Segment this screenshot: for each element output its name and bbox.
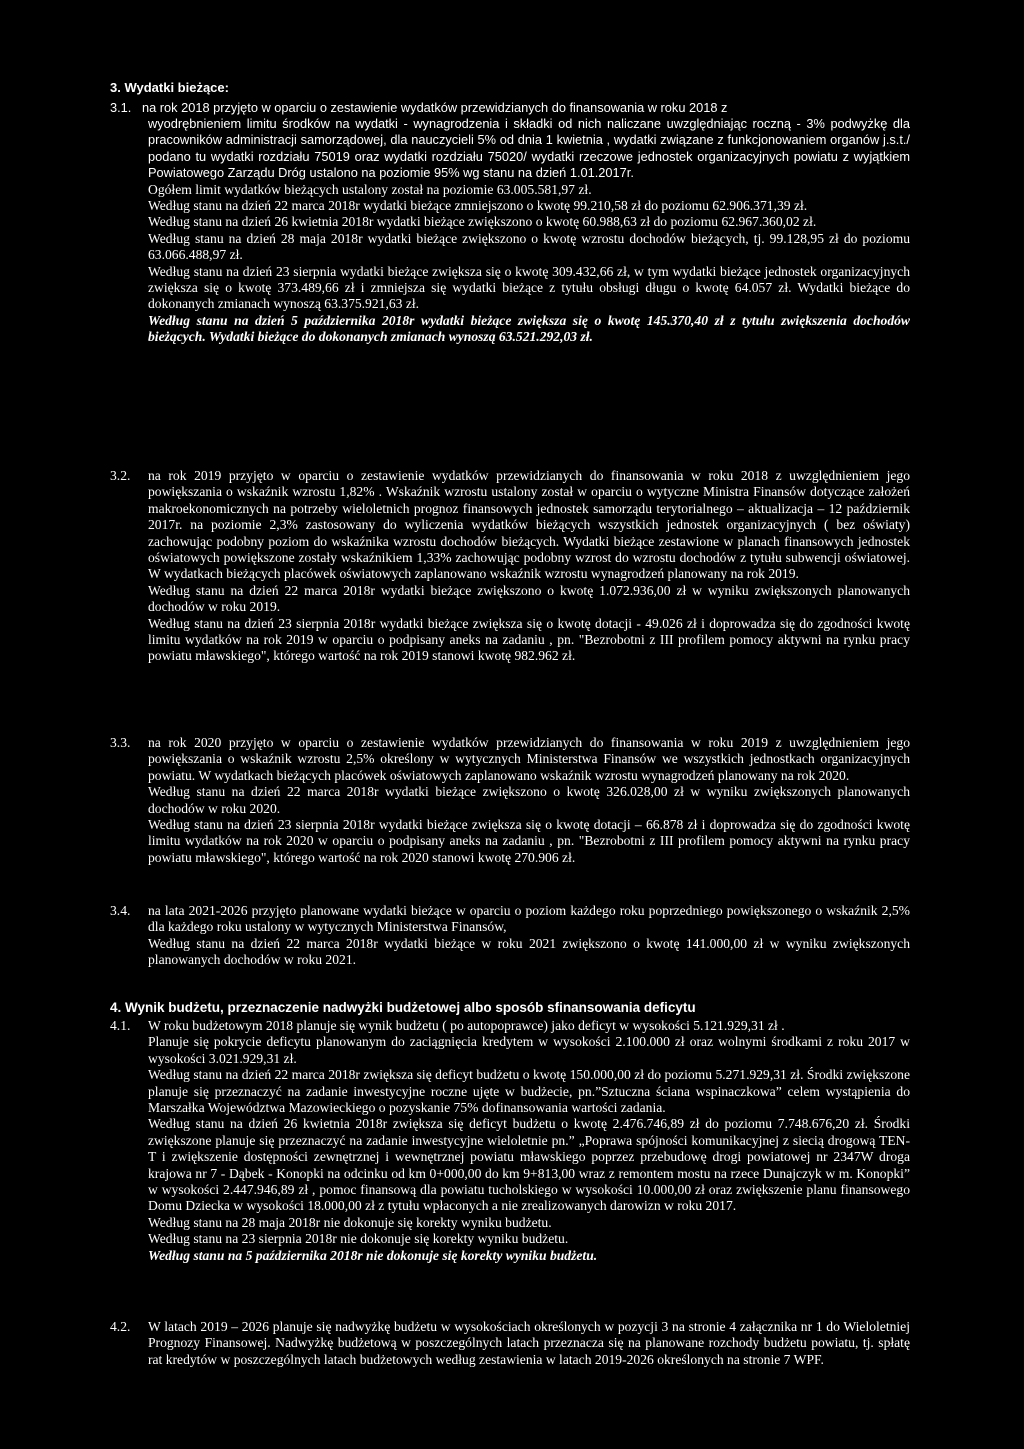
item-number: 4.1. [110,1018,131,1033]
paragraph: Według stanu na 28 maja 2018r nie dokonuje się korekty wyniku budżetu. [148,1214,552,1230]
paragraph: W latach 2019 – 2026 planuje się nadwyżkę budżetu w wysokościach określonych w pozycji 3 na stronie 4 załącznika nr 1 do Wieloletniej Prognozy Finansowej. Nadwyżkę budżetową w poszczególnych latach przeznacza się na planowane rozchody budżetu powiatu, tj. spłatę rat kredytów w poszczególnych latach budżetowych według zestawienia w latach 2019-2026 określonych na stronie 7 WPF. [148,1319,910,1367]
paragraph: Według stanu na dzień 23 sierpnia 2018r wydatki bieżące zwiększa się o kwotę dotacji – 66.878 zł i doprowadza się do zgodności kwotę limitu wydatków na rok 2020 w oparciu o podpisany aneks na zadaniu , pn. "Bezrobotni z III profilem pomocy aktywni na rynku pracy powiatu mławskiego", którego wartość na rok 2020 stanowi kwotę 270.906 zł. [148,817,910,865]
item-number: 3.2. [110,468,131,483]
paragraph: Ogółem limit wydatków bieżących ustalony został na poziomie 63.005.581,97 zł. [148,181,592,197]
paragraph: Według stanu na dzień 22 marca 2018r wydatki bieżące w roku 2021 zwiększono o kwotę 141.000,00 zł w wyniku zwiększonych planowanych dochodów w roku 2021. [148,935,910,968]
paragraph: Według stanu na dzień 22 marca 2018r wydatki bieżące zwiększono o kwotę 1.072.936,00 zł w wyniku zwiększonych planowanych dochodów w roku 2019. [148,582,910,615]
paragraph: na rok 2020 przyjęto w oparciu o zestawienie wydatków przewidzianych do finansowania w roku 2019 z uwzględnieniem jego powiększania o wskaźnik wzrostu 2,5% określony w wytycznych Ministerstwa Finansów we wszystkich jednostkach organizacyjnych powiatu. W wydatkach bieżących placówek oświatowych zaplanowano wskaźnik wzrostu wynagrodzeń planowany na rok 2020. [148,735,910,783]
item-number: 3.1. [110,100,132,115]
item-3-1-intro: wyodrębnieniem limitu środków na wydatki - wynagrodzenia i składki od nich naliczane uwzględniając roczną - 3% podwyżkę dla pracowników administracji samorządowej, dla nauczycieli 5% od dnia 1 kwietnia , wydatki związane z funkcjonowaniem organów j.s.t./ podano tu wydatki rozdziału 75019 oraz wydatki rozdziału 75020/ wydatki rzeczowe jednostek organizacyjnych powiatu z wyjątkiem Powiatowego Zarządu Dróg ustalono na poziomie 95% wg stanu na dzień 1.01.2017r. [148,116,910,181]
paragraph: Według stanu na dzień 26 kwietnia 2018r wydatki bieżące zwiększono o kwotę 60.988,63 zł do poziomu 62.967.360,02 zł. [148,214,817,230]
item-3-1-first-line: na rok 2018 przyjęto w oparciu o zestawienie wydatków przewidzianych do finansowania w roku 2018 z [142,100,728,115]
paragraph: na rok 2019 przyjęto w oparciu o zestawienie wydatków przewidzianych do finansowania w roku 2018 z uwzględnieniem jego powiększania o wskaźnik wzrostu 1,82% . Wskaźnik wzrostu ustalony został w oparciu o wytyczne Ministra Finansów dotyczące założeń makroekonomicznych na potrzeby wieloletnich prognoz finansowych jednostek samorządu terytorialnego – aktualizacja – 12 październik 2017r. na poziomie 2,3% zastosowany do wyliczenia wydatków bieżących wszystkich jednostek organizacyjnych ( bez oświaty) zachowując podobny poziom do wskaźnika wzrostu dochodów bieżących. Wydatki bieżące zestawione w planach finansowych jednostek oświatowych powiększone zostały wskaźnikiem 1,33% zachowując podobny wzrost do wzrostu dochodów z tytułu subwencji oświatowej. W wydatkach bieżących placówek oświatowych zaplanowano wskaźnik wzrostu wynagrodzeń planowany na rok 2019. [148,468,910,582]
paragraph: Według stanu na dzień 26 kwietnia 2018r zwiększa się deficyt budżetu o kwotę 2.476.746,89 zł do poziomu 7.748.676,20 zł. Środki zwiększone planuje się przeznaczyć na zadanie inwestycyjne wieloletnie pn.” „Poprawa spójności komunikacyjnej z siecią drogową TEN-T i zwiększenie dostępności zewnętrznej i wewnętrznej powiatu mławskiego poprzez przebudowę drogi powiatowej nr 2347W droga krajowa nr 7 - Dąbek - Konopki na odcinku od km 0+000,00 do km 9+813,00 wraz z remontem mostu na rzece Dunajczyk w m. Konopki” w wysokości 2.447.946,89 zł , pomoc finansową dla powiatu tucholskiego w wysokości 10.000,00 zł oraz zwiększenie planu finansowego Domu Dziecka w wysokości 18.000,00 zł z tytułu wpłaconych a nie zrealizowanych darowizn w roku 2017. [148,1116,910,1214]
paragraph: Według stanu na dzień 23 sierpnia 2018r wydatki bieżące zwiększa się o kwotę dotacji - 49.026 zł i doprowadza się do zgodności kwotę limitu wydatków na rok 2019 w oparciu o podpisany aneks na zadaniu , pn. "Bezrobotni z III profilem pomocy aktywni na rynku pracy powiatu mławskiego", którego wartość na rok 2019 stanowi kwotę 982.962 zł. [148,615,910,664]
paragraph: Według stanu na dzień 22 marca 2018r wydatki bieżące zmniejszono o kwotę 99.210,58 zł do poziomu 62.906.371,39 zł. [148,198,808,214]
section-3-heading: 3. Wydatki bieżące: [110,80,229,95]
paragraph: Według stanu na 23 sierpnia 2018r nie dokonuje się korekty wyniku budżetu. [148,1231,569,1247]
paragraph: Według stanu na dzień 22 marca 2018r wydatki bieżące zwiększono o kwotę 326.028,00 zł w wyniku zwiększonych planowanych dochodów w roku 2020. [148,784,910,816]
paragraph-highlighted: Według stanu na 5 października 2018r nie dokonuje się korekty wyniku budżetu. [148,1247,598,1263]
paragraph: Według stanu na dzień 22 marca 2018r zwiększa się deficyt budżetu o kwotę 150.000,00 zł do poziomu 5.271.929,31 zł. Środki zwiększone planuje się przeznaczyć na zadanie inwestycyjne roczne ujęte w budżecie, pn.”Sztuczna ściana wspinaczkowa” celem wystąpienia do Marszałka Województwa Mazowieckiego o pozyskanie 75% dofinansowania wartości zadania. [148,1067,910,1116]
section-4-heading: 4. Wynik budżetu, przeznaczenie nadwyżki budżetowej albo sposób sfinansowania deficytu [110,1000,696,1015]
paragraph: na lata 2021-2026 przyjęto planowane wydatki bieżące w oparciu o poziom każdego roku poprzedniego powiększonego o wskaźnik 2,5% dla każdego roku ustalony w wytycznych Ministerstwa Finansów, [148,903,910,935]
item-number: 4.2. [110,1319,131,1334]
paragraph: Według stanu na dzień 23 sierpnia wydatki bieżące zwiększa się o kwotę 309.432,66 zł, w tym wydatki bieżące jednostek organizacyjnych zwiększa się o kwotę 373.489,66 zł i zmniejsza się wydatki bieżące z tytułu obsługi długu o kwotę 64.057 zł. Wydatki bieżące do dokonanych zmianach wynoszą 63.375.921,63 zł. [148,263,910,312]
item-number: 3.4. [110,903,131,918]
paragraph: Planuje się pokrycie deficytu planowanym do zaciągnięcia kredytem w wysokości 2.100.000 zł oraz wolnymi środkami z roku 2017 w wysokości 3.021.929,31 zł. [148,1034,910,1066]
paragraph-highlighted: Według stanu na dzień 5 października 2018r wydatki bieżące zwiększa się o kwotę 145.370,40 zł z tytułu zwiększenia dochodów bieżących. Wydatki bieżące do dokonanych zmianach wynoszą 63.521.292,03 zł. [148,312,910,345]
item-number: 3.3. [110,735,131,750]
paragraph: Według stanu na dzień 28 maja 2018r wydatki bieżące zwiększono o kwotę wzrostu dochodów bieżących, tj. 99.128,95 zł do poziomu 63.066.488,97 zł. [148,230,910,263]
paragraph: W roku budżetowym 2018 planuje się wynik budżetu ( po autopoprawce) jako deficyt w wysokości 5.121.929,31 zł . [148,1018,785,1033]
